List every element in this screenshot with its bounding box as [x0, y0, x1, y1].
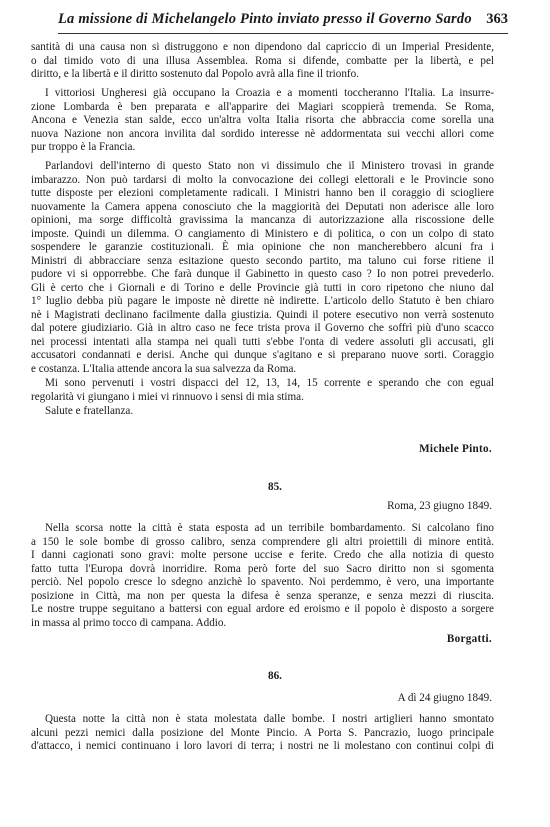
- text-line: nei processi intentati alla stampa nei quali tutti s'ebbe l'onta di vedere assoluti gli accusati, gli: [31, 335, 494, 348]
- text-line: imbarazzo. Non può tardarsi di molto la convocazione dei collegi elettorali e le Provincie sono: [31, 173, 494, 186]
- paragraph-freedom: [31, 41, 494, 82]
- text-line: in massa al primo tocco di campana. Addio.: [31, 616, 227, 629]
- text-line: nè i Magistrati declinano facilmente dalla giustizia. Quindi il potere esecutivo non verrà sostenuto: [31, 308, 494, 321]
- running-title: La missione di Michelangelo Pinto inviato presso il Governo Sardo: [58, 11, 472, 27]
- text-line: pudore vi si opporrebbe. Che farà dunque il Gabinetto in questo caso ? Io non potrei prevederlo.: [31, 268, 494, 280]
- page-number: 363: [486, 11, 508, 27]
- text-line: nuovamente la Camera appena conosciuto che la maggiorità dei Deputati non aderisce alle loro: [31, 200, 494, 213]
- text-line: alcuni pezzi nemici dalla posizione del Monte Pincio. A Porta S. Pancrazio, luogo principale: [31, 726, 494, 739]
- text-line: fatto tutta l'Europa dovrà inorridire. Roma però forte del suo Sacro diritto non si sgomenta: [31, 562, 494, 575]
- text-line: opinioni, ma sorge difficoltà gravissima la mancanza di autorizzazione alla riscossione delle: [31, 214, 494, 226]
- text-line: I danni cagionati sono gravi: molte persone uccise e ferite. Credo che alla notizia di questo: [31, 549, 494, 561]
- text-line: o dal timido voto di una illusa Assemblea. Roma si difende, combatte per la libertà, e pel: [31, 54, 494, 67]
- text-line: e costanza. L'Italia attende ancora la sua salvezza da Roma.: [31, 362, 297, 375]
- letter-date-85: Roma, 23 giugno 1849.: [387, 500, 492, 512]
- text-line: Ancona e Venezia stan salde, ecco un'altra volta Italia risorta che abbraccia come sorella una: [31, 114, 494, 126]
- paragraph-dispatches: [31, 377, 494, 404]
- text-line: imposte. Quindi un dilemma. O cangiamento di Ministero e di politica, o con un colpo di stato: [31, 227, 494, 240]
- signature-pinto: Michele Pinto.: [419, 443, 492, 455]
- text-line: posizione in Città, ma non per questa la difesa è senza speranze, e senza mezzi di riuscita.: [31, 589, 494, 602]
- text-line: accusatori condannati e derisi. Anche qui dunque s'agitano e si preparano nuove sorti. Coraggio: [31, 349, 494, 361]
- text-line: I vittoriosi Ungheresi già occupano la Croazia e a momenti toccheranno l'Italia. La insurre-: [45, 87, 494, 99]
- text-line: Le nostre truppe seguitano a battersi con egual ardore ed eroismo e il popolo è disposto a sorgere: [31, 603, 494, 615]
- text-line: Gli è certo che i Giornali e di Torino e delle Provincie già tutti in coro ripetono che niuno dal: [31, 281, 494, 294]
- closing-salutation: [31, 405, 494, 419]
- text-line: perciò. Nel popolo cresce lo sdegno anzichè lo spavento. Noi perdemmo, è vero, una importante: [31, 576, 494, 588]
- text-line: zione Lombarda è ben preparata e all'apparire dei Magiari scoppierà tremenda. Se Roma,: [31, 100, 494, 113]
- text-line: tutte disposte per elezioni completamente radicali. I Ministri hanno ben il coraggio di sciogliere: [31, 187, 494, 199]
- letter-number-85: 85.: [268, 481, 282, 493]
- text-line: pur troppo è la Francia.: [31, 141, 136, 153]
- text-line: santità di una causa non si distruggono e non dipendono dal capriccio di un Imperial Presidente,: [31, 41, 494, 53]
- text-line: sospendere le garanzie costituzionali. È mia opinione che non mancherebbero alcuni fra i: [31, 241, 494, 253]
- text-line: Parlandovi dell'interno di questo Stato non vi dissimulo che il Ministero trovasi in grande: [45, 160, 494, 172]
- letter-date-86: A dì 24 giugno 1849.: [397, 692, 492, 704]
- text-line: nuova Nazione non ancora invilita dal sordido interesse nè addormentata sui vecchi allori come: [31, 127, 494, 140]
- text-line: Nella scorsa notte la città è stata esposta ad un terribile bombardamento. Si calcolano fino: [45, 522, 494, 534]
- signature-borgatti: Borgatti.: [446, 633, 492, 645]
- text-line: dal potere giudiziario. Già in altro caso ne fece trista prova il Governo che soffrì più d'uno scacco: [31, 322, 494, 334]
- text-line: a 150 le sole bombe di grosso calibro, senza comprendere gli altri proiettili di minore entità.: [31, 535, 494, 548]
- text-line: diritto, e la libertà e il diritto sostenuto dal Popolo avrà alla fine il trionfo.: [31, 68, 359, 80]
- running-header: [58, 13, 508, 34]
- text-line: Salute e fratellanza.: [45, 405, 134, 417]
- letter-number-86: 86.: [268, 670, 282, 682]
- paragraph-hungarians: [31, 87, 494, 155]
- letter-body-86: [31, 713, 494, 754]
- paragraph-ministry: [31, 160, 494, 376]
- text-line: Ministri di abbracciare senza esitazione questo secondo partito, ma taluno cui forse ritiene il: [31, 254, 494, 267]
- letter-body-85: [31, 522, 494, 630]
- text-line: Mi sono pervenuti i vostri dispacci del 12, 13, 14, 15 corrente e sperando che con egual: [45, 377, 494, 389]
- text-line: regolarità vi giungano i miei vi rinnuovo i sensi di mia stima.: [31, 390, 304, 403]
- text-line: d'attacco, i nemici continuano i loro lavori di terra; i nostri ne li molestano con continui colpi di: [31, 740, 494, 752]
- text-line: 1° luglio debba più pagare le imposte nè dirette nè indirette. L'articolo dello Statuto è ben chiaro: [31, 295, 494, 307]
- text-line: Questa notte la città non è stata molestata dalle bombe. I nostri artiglieri hanno smontato: [45, 713, 494, 725]
